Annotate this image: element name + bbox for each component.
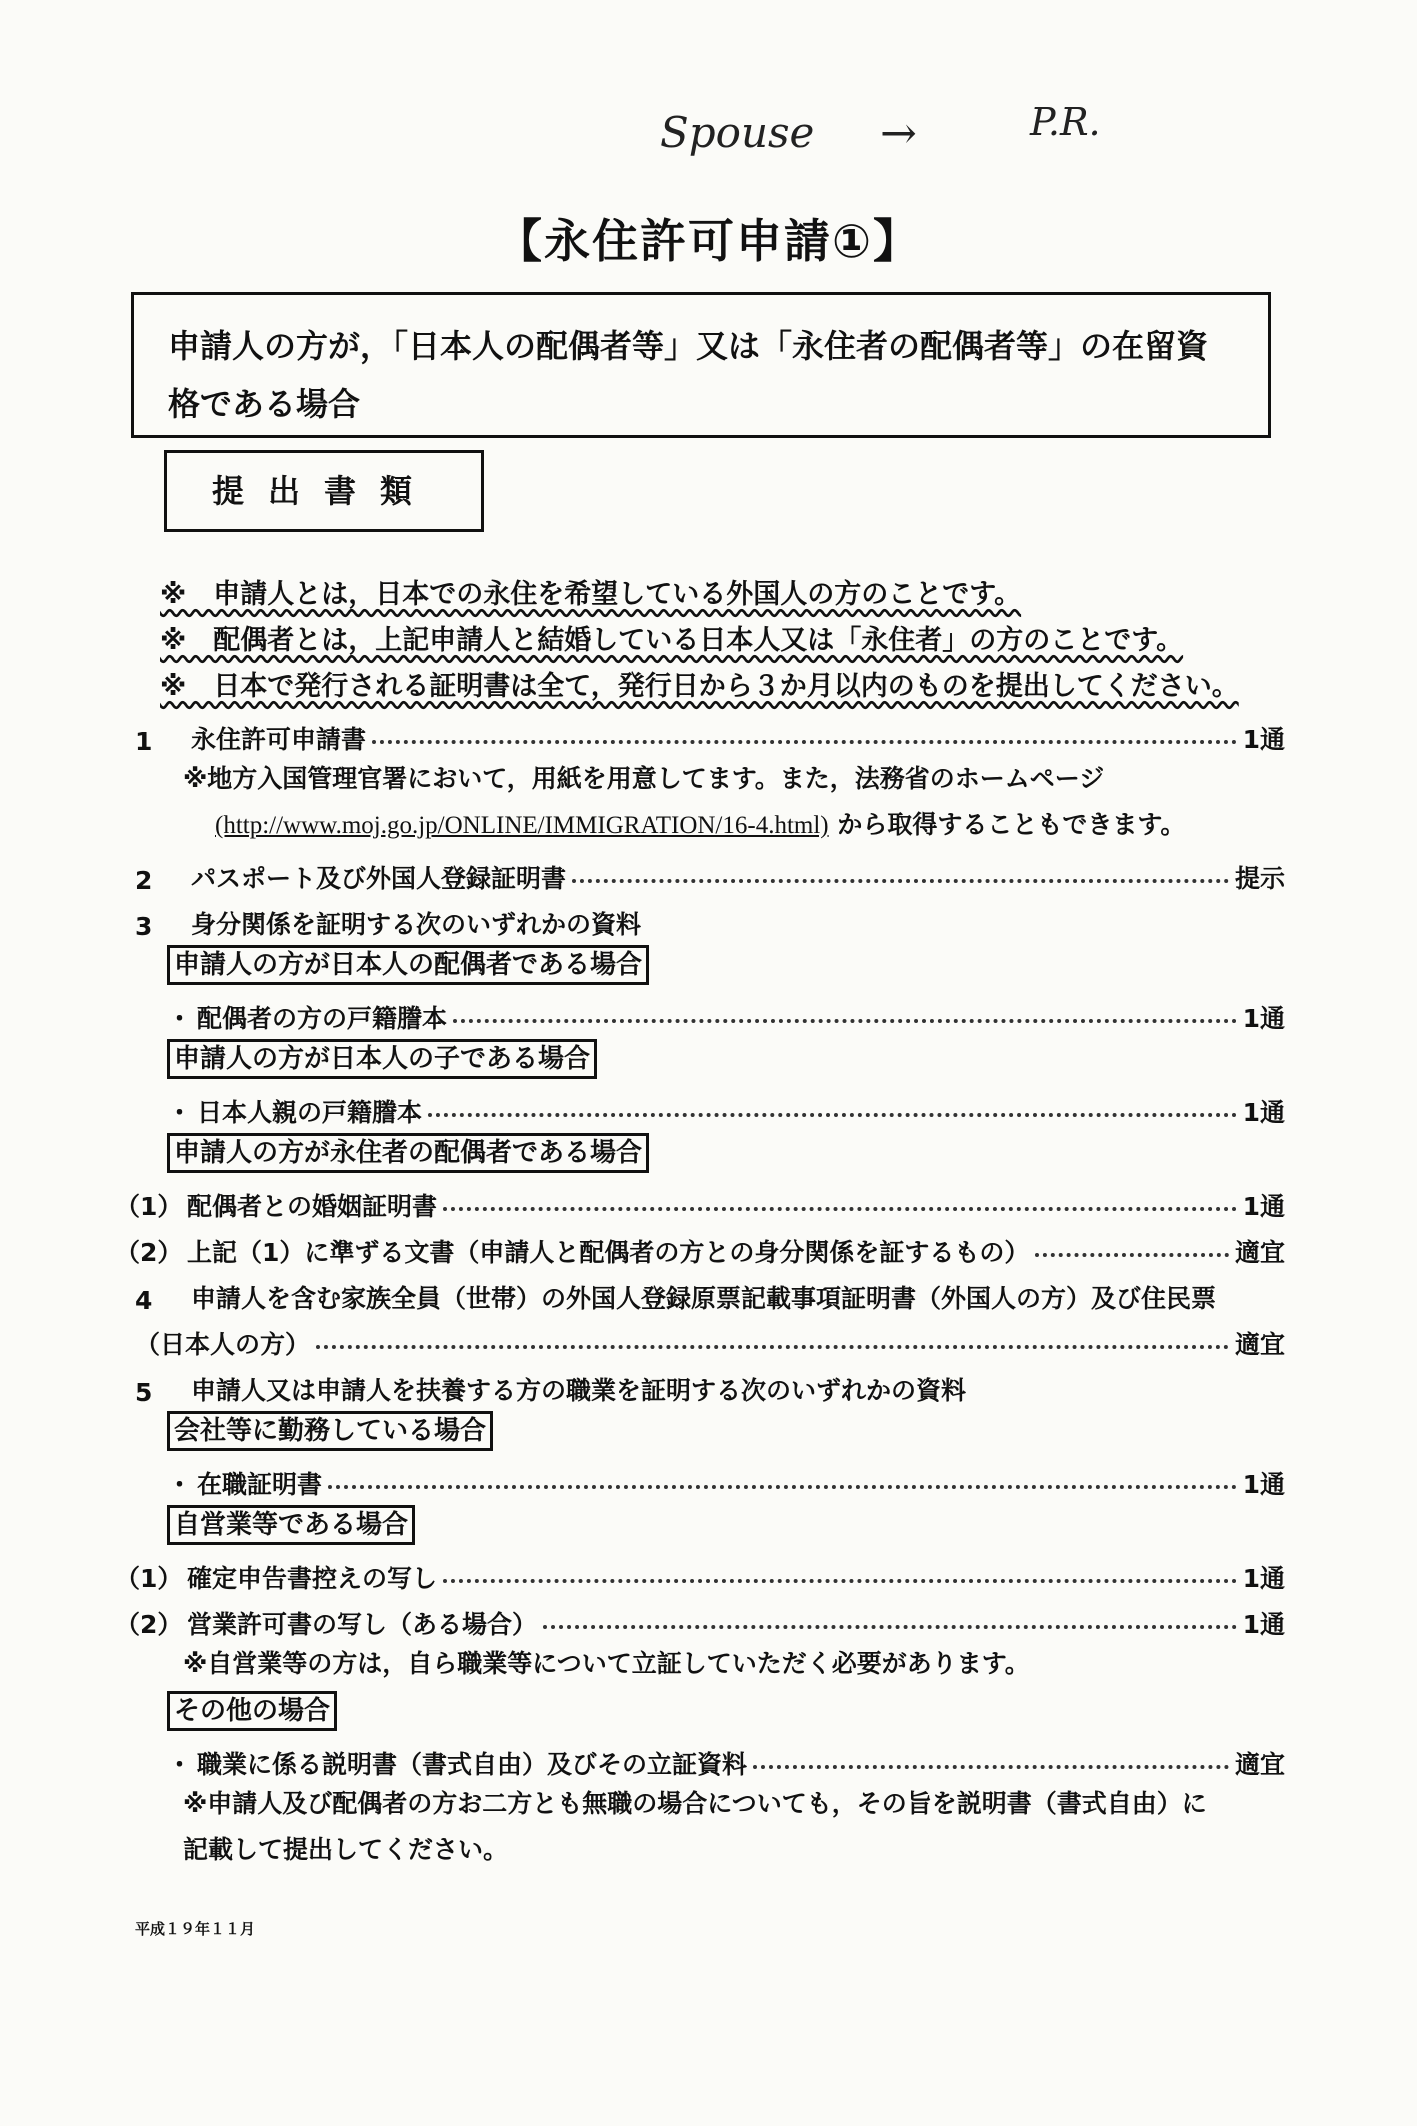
item-5-case2-note: ※自営業等の方は，自ら職業等について立証していただく必要があります。: [183, 1649, 1030, 1678]
sub-number: （2）: [115, 1610, 183, 1639]
case-permanent-resident-spouse: 申請人の方が永住者の配偶者である場合: [167, 1133, 649, 1173]
item-quantity: 1通: [1242, 1564, 1285, 1593]
item-5-case3-note: ※申請人及び配偶者の方お二方とも無職の場合についても，その旨を説明書（書式自由）に: [183, 1789, 1207, 1818]
item-2: [135, 849, 1285, 895]
item-label: 上記（1）に準ずる文書（申請人と配偶者の方との身分関係を証するもの）: [187, 1238, 1030, 1267]
item-3: [135, 895, 1285, 941]
case-employed: 会社等に勤務している場合: [167, 1411, 493, 1451]
documents-heading: 提出書類: [164, 450, 484, 532]
item-label: 配偶者との婚姻証明書: [187, 1192, 438, 1221]
note-certificates: ※ 日本で発行される証明書は全て，発行日から３か月以内のものを提出してください。: [160, 671, 1239, 702]
moj-url-link[interactable]: (http://www.moj.go.jp/ONLINE/IMMIGRATION/16-4.html): [215, 812, 829, 839]
item-1-note-tail: から取得することもできます。: [837, 810, 1186, 839]
leader-dots: [428, 1113, 1237, 1117]
leader-dots: [572, 879, 1229, 883]
item-quantity: 適宜: [1234, 1750, 1285, 1779]
item-quantity: 提示: [1234, 864, 1285, 893]
notes-block: [160, 572, 1320, 710]
leader-dots: [316, 1345, 1229, 1349]
leader-dots: [328, 1485, 1237, 1489]
item-quantity: 1通: [1242, 1470, 1285, 1499]
item-label: 申請人又は申請人を扶養する方の職業を証明する次のいずれかの資料: [191, 1376, 967, 1405]
items-list: [115, 710, 1285, 1873]
note-spouse: ※ 配偶者とは，上記申請人と結婚している日本人又は「永住者」の方のことです。: [160, 625, 1184, 656]
item-quantity: 適宜: [1234, 1330, 1285, 1359]
leader-dots: [1035, 1253, 1229, 1257]
item-label: 身分関係を証明する次のいずれかの資料: [191, 910, 642, 939]
leader-dots: [443, 1579, 1237, 1583]
leader-dots: [543, 1625, 1237, 1629]
leader-dots: [753, 1765, 1229, 1769]
item-number: 2: [135, 866, 153, 895]
item-quantity: 1通: [1242, 725, 1285, 754]
item-number: 5: [135, 1378, 153, 1407]
item-5-case2-row-2: [115, 1595, 1285, 1641]
item-label: 確定申告書控えの写し: [187, 1564, 438, 1593]
item-quantity: 1通: [1242, 1192, 1285, 1221]
item-label: パスポート及び外国人登録証明書: [191, 864, 567, 893]
item-1: [135, 710, 1285, 756]
case-self-employed: 自営業等である場合: [167, 1505, 415, 1545]
item-1-note-cont: [135, 802, 1285, 849]
item-1-note: ※地方入国管理官署において，用紙を用意してます。また，法務省のホームページ: [183, 764, 1105, 793]
item-5-case2-row-1: [115, 1549, 1285, 1595]
item-5-case3-row: [135, 1735, 1285, 1781]
sub-number: （1）: [115, 1192, 183, 1221]
bullet: ・: [167, 1470, 193, 1499]
bullet: ・: [167, 1098, 193, 1127]
item-3-case1-row: [135, 989, 1285, 1035]
item-number: 4: [135, 1286, 153, 1315]
item-3-case3-row-1: [115, 1177, 1285, 1223]
sub-number: （1）: [115, 1564, 183, 1593]
item-label-cont: （日本人の方）: [135, 1330, 311, 1359]
item-5-case1-row: [135, 1455, 1285, 1501]
item-5-case3-note-cont: 記載して提出してください。: [183, 1835, 509, 1864]
item-number: 3: [135, 912, 153, 941]
handwritten-arrow: →: [880, 108, 917, 159]
item-number: 1: [135, 727, 153, 756]
item-5: [135, 1361, 1285, 1407]
bullet: ・: [167, 1004, 193, 1033]
leader-dots: [443, 1207, 1237, 1211]
footer-date: 平成１９年１１月: [135, 1920, 256, 1938]
item-label: 在職証明書: [197, 1470, 323, 1499]
item-label: 永住許可申請書: [191, 725, 367, 754]
item-quantity: 1通: [1242, 1610, 1285, 1639]
leader-dots: [453, 1019, 1237, 1023]
item-3-case2-row: [135, 1083, 1285, 1129]
item-label: 職業に係る説明書（書式自由）及びその立証資料: [197, 1750, 748, 1779]
bullet: ・: [167, 1750, 193, 1779]
item-quantity: 1通: [1242, 1098, 1285, 1127]
handwritten-spouse: Spouse: [660, 108, 815, 157]
case-japanese-spouse: 申請人の方が日本人の配偶者である場合: [167, 945, 649, 985]
note-applicant: ※ 申請人とは，日本での永住を希望している外国人の方のことです。: [160, 579, 1022, 610]
item-3-case3-row-2: [115, 1223, 1285, 1269]
item-4-cont: [135, 1315, 1285, 1361]
item-quantity: 1通: [1242, 1004, 1285, 1033]
page-title: 【永住許可申請①】: [496, 214, 921, 268]
sub-number: （2）: [115, 1238, 183, 1267]
item-4: [135, 1269, 1285, 1315]
item-label: 申請人を含む家族全員（世帯）の外国人登録原票記載事項証明書（外国人の方）及び住民票: [191, 1284, 1217, 1313]
case-other: その他の場合: [167, 1691, 337, 1731]
handwritten-pr: P.R.: [1030, 100, 1101, 144]
leader-dots: [372, 740, 1237, 744]
item-quantity: 適宜: [1234, 1238, 1285, 1267]
item-label: 営業許可書の写し（ある場合）: [187, 1610, 538, 1639]
item-label: 配偶者の方の戸籍謄本: [197, 1004, 448, 1033]
item-label: 日本人親の戸籍謄本: [197, 1098, 423, 1127]
condition-box: 申請人の方が，「日本人の配偶者等」又は「永住者の配偶者等」の在留資格である場合: [131, 292, 1271, 438]
case-japanese-child: 申請人の方が日本人の子である場合: [167, 1039, 597, 1079]
